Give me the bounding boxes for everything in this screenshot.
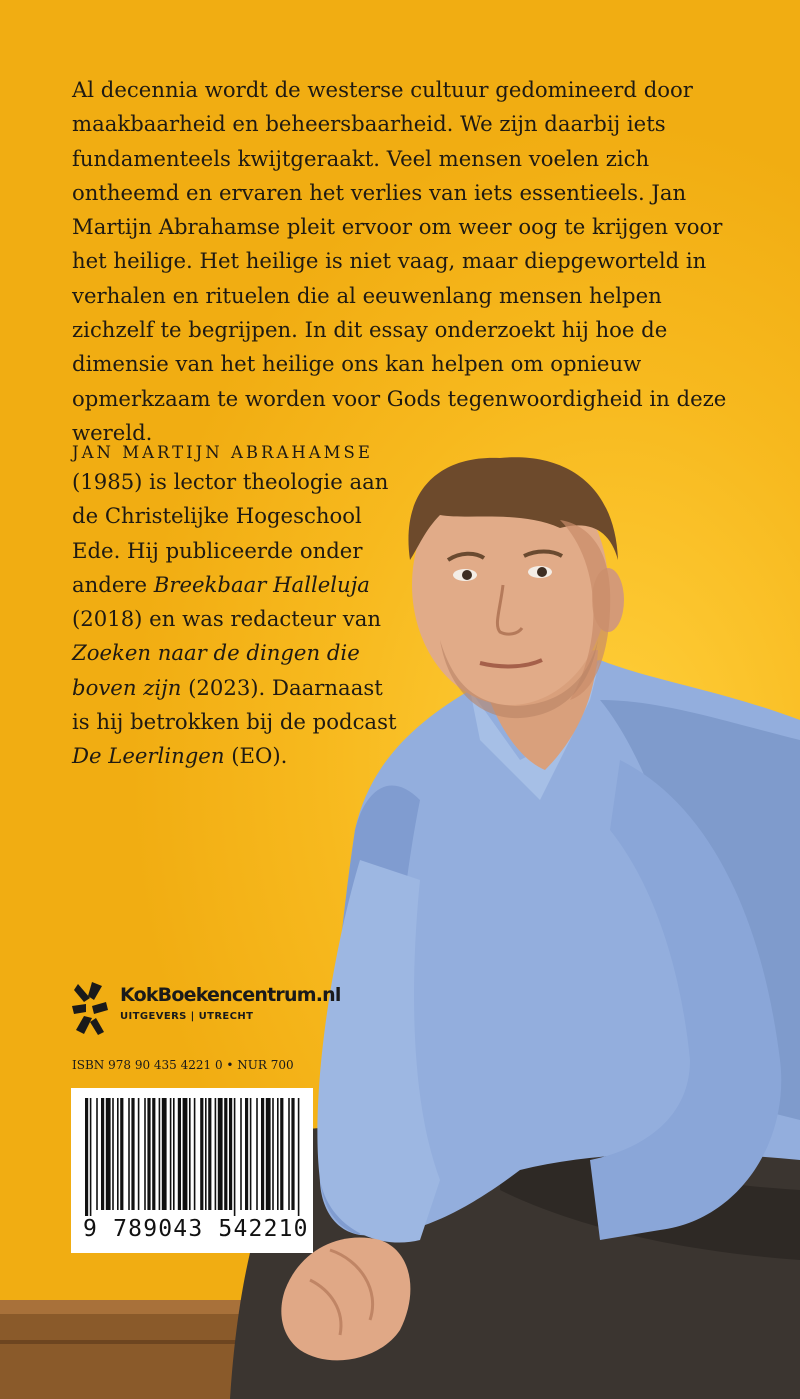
barcode-bar xyxy=(229,1098,232,1210)
barcode-bar xyxy=(120,1098,123,1210)
barcode-bar xyxy=(224,1098,227,1210)
author-bio xyxy=(72,465,402,774)
author-bio-text-4: (EO). xyxy=(224,743,288,769)
barcode-digits: 9 789043 542210 xyxy=(83,1216,309,1242)
barcode-bar xyxy=(208,1098,211,1210)
barcode-bar xyxy=(147,1098,150,1210)
book-blurb: Al decennia wordt de westerse cultuur gedomineerd door maakbaarheid en beheersbaarheid. We zijn daarbij iets fundamenteels kwijtgeraakt. Veel mensen voelen zich ontheemd en ervaren het verlies van iets essentieels. Jan Martijn Abrahamse pleit ervoor om weer oog te krijgen voor het heilige. Het heilige is niet vaag, maar diepgeworteld in verhalen en rituelen die al eeuwenlang mensen helpen zichzelf te begrijpen. In dit essay onderzoekt hij hoe de dimensie van het heilige ons kan helpen om opnieuw opmerkzaam te worden voor Gods tegenwoordigheid in deze wereld. xyxy=(72,77,727,445)
barcode-bar xyxy=(106,1098,111,1210)
barcode-bar xyxy=(245,1098,248,1210)
barcode-bar xyxy=(170,1098,172,1210)
author-bio-text-1: (1985) is lector theologie aan de Christelijke Hogeschool Ede. Hij publiceerde onder andere xyxy=(72,469,389,597)
barcode-bar xyxy=(280,1098,283,1210)
barcode-bar xyxy=(128,1098,130,1210)
barcode-bar xyxy=(291,1098,294,1210)
barcode-bar xyxy=(101,1098,104,1210)
barcode-bar xyxy=(85,1098,88,1216)
publisher-mark-icon xyxy=(70,980,110,1036)
barcode-bars xyxy=(71,1088,313,1218)
book-title-zoeken-naar: Zoeken naar de dingen die boven zijn xyxy=(72,640,360,700)
barcode-bar xyxy=(162,1098,167,1210)
barcode-bar xyxy=(240,1098,242,1210)
barcode-bar xyxy=(138,1098,140,1210)
barcode-bar xyxy=(96,1098,98,1210)
barcode-bar xyxy=(152,1098,155,1210)
barcode-bar xyxy=(189,1098,191,1210)
barcode-bar xyxy=(144,1098,146,1210)
barcode-bar xyxy=(215,1098,217,1210)
barcode-bar xyxy=(131,1098,134,1210)
barcode-bar xyxy=(250,1098,252,1210)
publisher-name: KokBoekencentrum.nl xyxy=(120,984,341,1006)
barcode-bar xyxy=(256,1098,258,1210)
barcode-bar xyxy=(112,1098,114,1210)
author-bio-text-2: (2018) en was redacteur van xyxy=(72,606,382,632)
author-name: JAN MARTIJN ABRAHAMSE xyxy=(72,443,373,462)
barcode-bar xyxy=(90,1098,92,1216)
barcode-bar xyxy=(234,1098,236,1216)
barcode-bar xyxy=(205,1098,207,1210)
barcode-bar xyxy=(218,1098,223,1210)
book-title-breekbaar-halleluja: Breekbaar Halleluja xyxy=(153,571,370,597)
publisher-logo xyxy=(70,980,350,1036)
barcode-bar xyxy=(272,1098,274,1210)
barcode-bar xyxy=(200,1098,203,1210)
barcode-bar xyxy=(194,1098,196,1210)
barcode-bar xyxy=(261,1098,264,1210)
barcode-bar xyxy=(183,1098,188,1210)
barcode-bar xyxy=(288,1098,290,1210)
barcode-bar xyxy=(173,1098,175,1210)
barcode-bar xyxy=(298,1098,300,1216)
isbn-line: ISBN 978 90 435 4221 0 • NUR 700 xyxy=(72,1058,294,1072)
author-bio-text-3: (2023). Daarnaast is hij betrokken bij de podcast xyxy=(72,674,397,735)
publisher-tagline: UITGEVERS | UTRECHT xyxy=(120,1011,254,1022)
barcode xyxy=(71,1088,313,1253)
podcast-title: De Leerlingen xyxy=(72,743,225,769)
barcode-bar xyxy=(178,1098,181,1210)
barcode-bar xyxy=(159,1098,161,1210)
barcode-bar xyxy=(277,1098,279,1210)
barcode-bar xyxy=(266,1098,271,1210)
barcode-bar xyxy=(117,1098,119,1210)
